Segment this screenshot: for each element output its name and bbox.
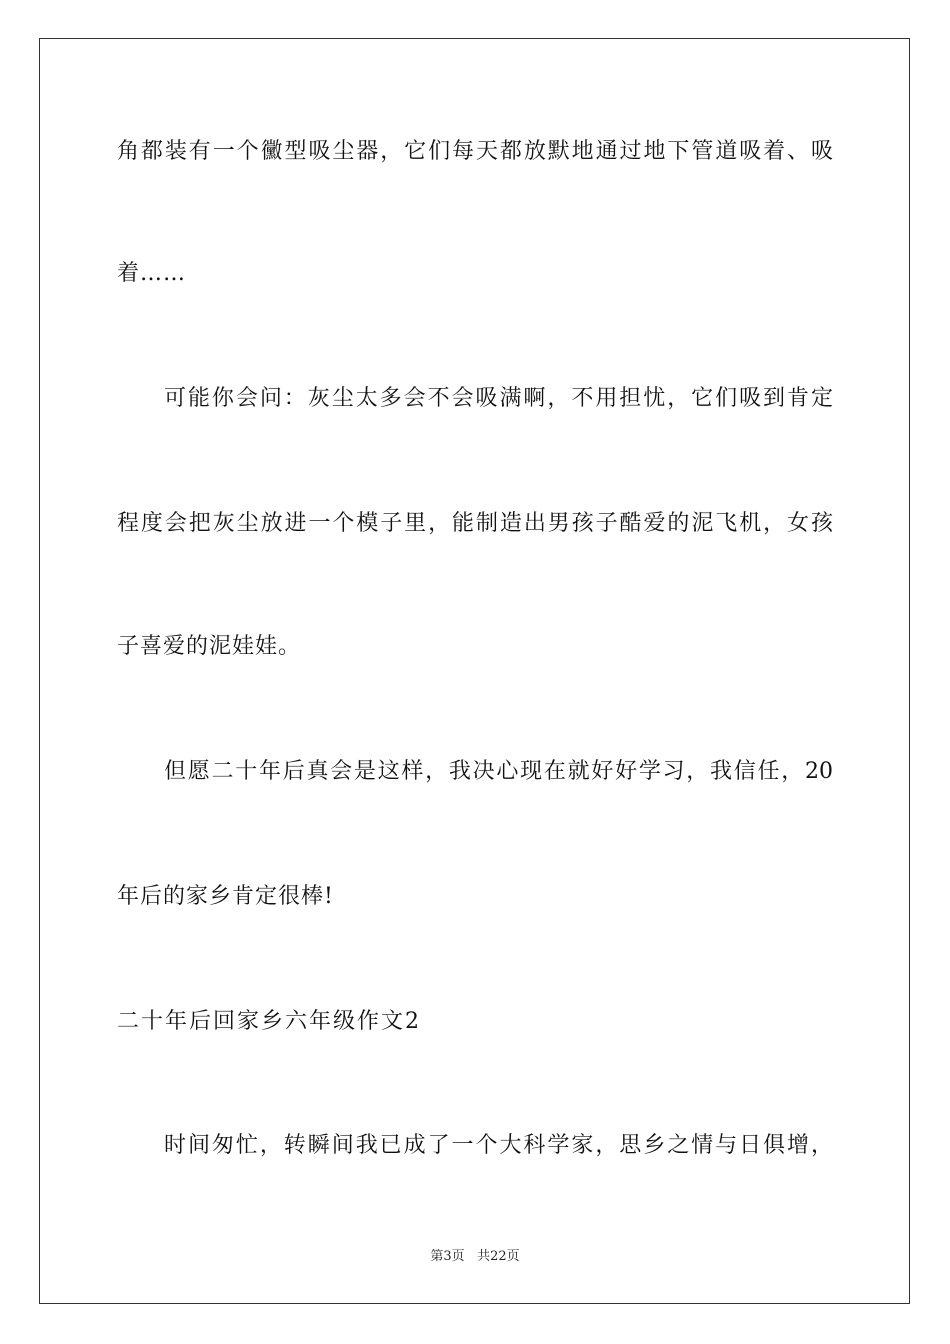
page-number: 第3页 bbox=[430, 1249, 465, 1264]
page-footer bbox=[0, 1248, 950, 1266]
section-heading: 二十年后回家乡六年级作文2 bbox=[117, 1009, 421, 1034]
paragraph-line-3: 可能你会问：灰尘太多会不会吸满啊，不用担忧，它们吸到肯定 bbox=[164, 386, 833, 411]
text-line-5: 子喜爱的泥娃娃。 bbox=[117, 634, 302, 659]
text-line-7: 年后的家乡肯定很棒! bbox=[117, 884, 334, 909]
page-total: 共22页 bbox=[477, 1249, 520, 1264]
page-border bbox=[39, 38, 910, 1304]
text-line-2: 着…… bbox=[117, 261, 187, 286]
paragraph-line-6: 但愿二十年后真会是这样，我决心现在就好好学习，我信任，20 bbox=[164, 759, 833, 784]
paragraph-line-9: 时间匆忙，转瞬间我已成了一个大科学家，思乡之情与日俱增， bbox=[164, 1133, 833, 1158]
text-line-1: 角都装有一个黴型吸尘器，它们每天都放默地通过地下管道吸着、吸 bbox=[117, 139, 833, 164]
text-line-4: 程度会把灰尘放进一个模子里，能制造出男孩子酷爱的泥飞机，女孩 bbox=[117, 511, 833, 536]
